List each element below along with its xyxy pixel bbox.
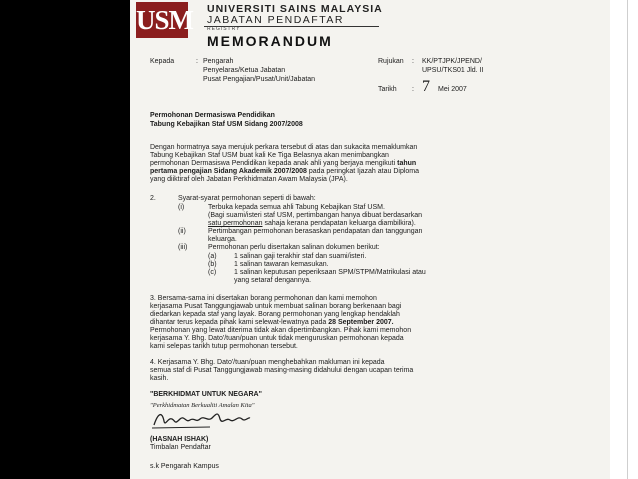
motto: "Perkhidmatan Berkualiti Amalan Kita" xyxy=(150,402,255,409)
p1-line: permohonan Dermasiswa Pendidikan kepada anak ahli yang berjaya mengikuti tahun xyxy=(150,160,417,167)
p2-item-line: satu permohonan sahaja kerana pendapatan keluarga diambilkira). xyxy=(208,220,416,227)
underlined-text: satu permohonan xyxy=(208,220,263,227)
p2-item-line: Terbuka kepada semua ahli Tabung Kebajikan Staf USM. xyxy=(208,204,385,211)
subitem-label: (b) xyxy=(208,261,217,268)
p3-line: kerjasama Pusat Tanggungjawab untuk membuat salinan borang berkenaan bagi xyxy=(150,303,402,310)
edge-line xyxy=(627,0,628,479)
p3-line: dihantar terus kepada pihak kami selewat-lewatnya pada 28 September 2007. xyxy=(150,319,394,326)
tarikh-day: 7 xyxy=(422,78,430,95)
rujukan-colon: : xyxy=(412,58,414,65)
p3-line: Permohonan yang lewat diterima tidak akan dipertimbangkan. Pihak kami memohon xyxy=(150,327,412,334)
signatory-name: (HASNAH ISHAK) xyxy=(150,436,209,443)
item-label: (ii) xyxy=(178,228,186,235)
kepada-label: Kepada xyxy=(150,58,175,65)
p2-subitem: 1 salinan tawaran kemasukan. xyxy=(234,261,329,268)
signature-image xyxy=(150,407,252,431)
p3-line: diedarkan kepada staf yang layak. Borang permohonan yang lengkap hendaklah xyxy=(150,311,400,318)
p4-line: semua staf di Pusat Tanggungjawab masing-masing didahului dengan ucapan terima xyxy=(150,367,414,374)
university-name: UNIVERSITI SAINS MALAYSIA xyxy=(207,3,383,15)
background-strip xyxy=(610,0,638,479)
signatory-title: Timbalan Pendaftar xyxy=(150,444,211,451)
item-label: (i) xyxy=(178,204,185,211)
p3-line: kerjasama Y. Bhg. Dato'/tuan/puan untuk tidak menguruskan permohonan kepada xyxy=(150,335,404,342)
department-name: JABATAN PENDAFTAR xyxy=(207,14,344,26)
subitem-label: (c) xyxy=(208,269,217,276)
p2-item-line: Pertimbangan permohonan berasaskan pendapatan dan tanggungan xyxy=(208,228,423,235)
p2-subitem: 1 salinan gaji terakhir staf dan suami/isteri. xyxy=(234,253,367,260)
p1-line: pertama pengajian Sidang Akademik 2007/2008 pada peringkat Ijazah atau Diploma xyxy=(150,168,420,175)
p3-line: kami selepas tarikh tutup permohonan tersebut. xyxy=(150,343,298,350)
tarikh-colon: : xyxy=(412,86,414,93)
p2-item-line: keluarga. xyxy=(208,236,237,243)
p2-number: 2. xyxy=(150,195,156,202)
p1-line: Dengan hormatnya saya merujuk perkara tersebut di atas dan sukacita memaklumkan xyxy=(150,144,418,151)
kepada-line: Pengarah xyxy=(203,58,234,65)
p2-item-line: (Bagi suami/isteri staf USM, pertimbangan hanya dibuat berdasarkan xyxy=(208,212,422,219)
usm-logo: USM xyxy=(136,2,188,38)
rujukan-line: UPSU/TKS01 Jld. II xyxy=(422,67,484,74)
tarikh-label: Tarikh xyxy=(378,86,397,93)
p1-line: yang diiktiraf oleh Jabatan Perkhidmatan Awam Malaysia (JPA). xyxy=(150,176,348,183)
p2-subitem: 1 salinan keputusan peperiksaan SPM/STPM/Matrikulasi atau xyxy=(234,269,426,276)
subject-line: Tabung Kebajikan Staf USM Sidang 2007/2008 xyxy=(150,121,303,128)
p4-line: 4. Kerjasama Y. Bhg. Dato'/tuan/puan menghebahkan makluman ini kepada xyxy=(150,359,385,366)
p1-bold: pertama pengajian Sidang Akademik 2007/2008 xyxy=(150,168,307,175)
deadline-date: 28 September 2007. xyxy=(328,319,394,326)
p1-line: Tabung Kebajikan Staf USM buat kali Ke Tiga Belasnya akan menimbangkan xyxy=(150,152,389,159)
kepada-line: Penyelaras/Ketua Jabatan xyxy=(203,67,286,74)
registry-label: REGISTRY xyxy=(207,26,241,32)
p1-bold: tahun xyxy=(397,160,417,167)
rujukan-line: KK/PTJPK/JPEND/ xyxy=(422,58,482,65)
rujukan-label: Rujukan xyxy=(378,58,404,65)
p4-line: kasih. xyxy=(150,375,169,382)
subitem-label: (a) xyxy=(208,253,217,260)
p2-subitem: yang setaraf dengannya. xyxy=(234,277,312,284)
p2-item-line: Permohonan perlu disertakan salinan dokumen berikut: xyxy=(208,244,380,251)
tarikh-month-year: Mei 2007 xyxy=(438,86,467,93)
subject-line: Permohonan Dermasiswa Pendidikan xyxy=(150,112,275,119)
item-label: (iii) xyxy=(178,244,188,251)
p2-intro: Syarat-syarat permohonan seperti di bawah: xyxy=(178,195,316,202)
p3-line: 3. Bersama-sama ini disertakan borang permohonan dan kami memohon xyxy=(150,295,377,302)
document-title: MEMORANDUM xyxy=(207,33,333,49)
kepada-line: Pusat Pengajian/Pusat/Unit/Jabatan xyxy=(203,76,316,83)
slogan: "BERKHIDMAT UNTUK NEGARA" xyxy=(150,391,262,398)
copy-to: s.k Pengarah Kampus xyxy=(150,463,219,470)
memorandum-page xyxy=(130,0,610,479)
kepada-colon: : xyxy=(196,58,198,65)
